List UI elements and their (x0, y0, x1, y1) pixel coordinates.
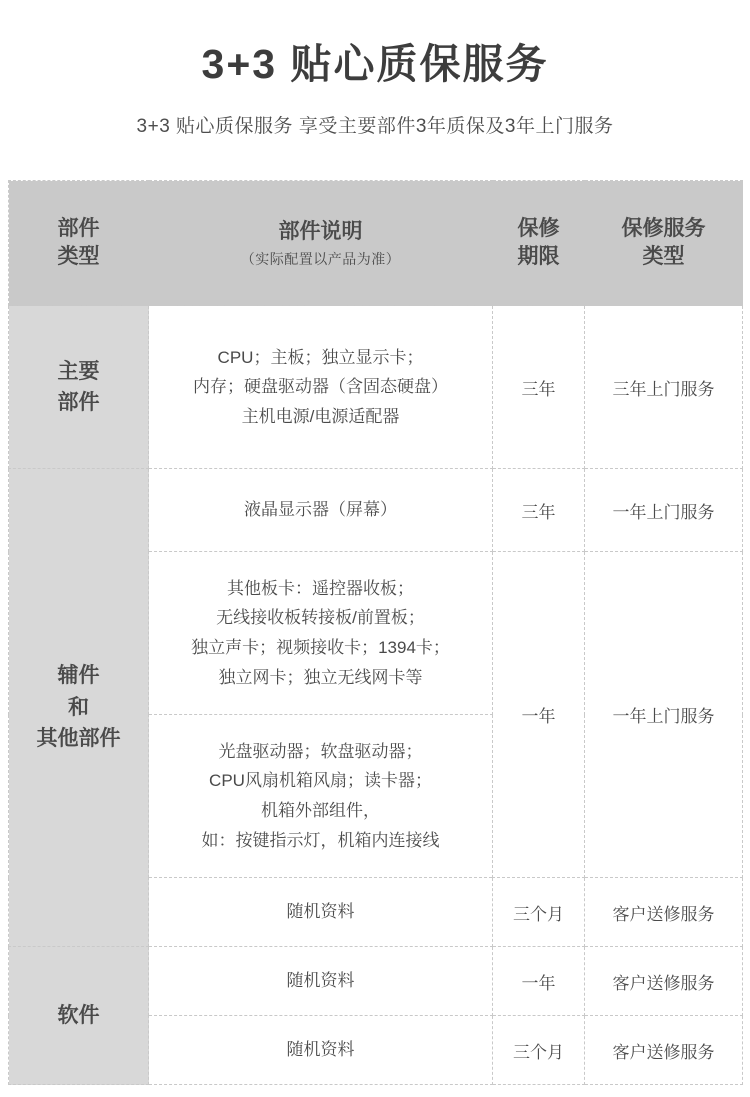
desc-line: 内存；硬盘驱动器（含固态硬盘） (193, 377, 448, 397)
term-cell: 三个月 (493, 1016, 585, 1085)
column-header-warranty-term (493, 181, 585, 306)
term-cell: 一年 (493, 947, 585, 1016)
service-cell: 三年上门服务 (585, 306, 743, 469)
desc-line: 无线接收板转接板/前置板； (216, 608, 425, 628)
description-cell (149, 552, 493, 715)
desc-line: 机箱外部组件， (261, 801, 380, 821)
warranty-table (8, 180, 743, 1085)
desc-line: 随机资料 (286, 1040, 355, 1060)
description-cell (149, 947, 493, 1016)
column-header-service-type-line1: 保修服务 (621, 216, 706, 240)
column-header-warranty-term-line2: 期限 (517, 245, 560, 269)
column-header-part-type (9, 181, 149, 306)
category-cell-accessories (9, 469, 149, 947)
column-header-service-type (585, 181, 743, 306)
desc-line: 独立网卡；独立无线网卡等 (218, 667, 423, 687)
category-accessories-line2: 和 (68, 695, 89, 719)
column-header-part-desc-note: （实际配置以产品为准） (240, 250, 401, 267)
category-main-parts-line2: 部件 (57, 391, 100, 415)
category-accessories-line3: 其他部件 (36, 727, 121, 751)
term-cell: 三年 (493, 306, 585, 469)
desc-line: 液晶显示器（屏幕） (244, 500, 397, 520)
table-row (9, 947, 743, 1016)
table-header (9, 181, 743, 306)
desc-line: 其他板卡：遥控器收板； (227, 578, 414, 598)
desc-line: CPU；主板；独立显示卡； (217, 347, 424, 367)
desc-line: CPU风扇机箱风扇；读卡器； (209, 771, 432, 791)
service-cell: 一年上门服务 (585, 552, 743, 878)
table-row (9, 306, 743, 469)
term-cell: 三年 (493, 469, 585, 552)
description-cell (149, 1016, 493, 1085)
table-header-row (9, 181, 743, 306)
page-title: 3+3 贴心质保服务 (201, 41, 549, 87)
desc-line: 如：按键指示灯，机箱内连接线 (201, 830, 440, 850)
desc-line: 主机电源/电源适配器 (241, 407, 400, 427)
service-cell: 客户送修服务 (585, 1016, 743, 1085)
desc-line: 光盘驱动器；软盘驱动器； (218, 741, 423, 761)
desc-line: 独立声卡；视频接收卡；1394卡； (191, 638, 450, 658)
column-header-part-type-line2: 类型 (57, 245, 100, 269)
description-cell (149, 469, 493, 552)
service-cell: 一年上门服务 (585, 469, 743, 552)
desc-line: 随机资料 (286, 971, 355, 991)
table-row (9, 469, 743, 552)
column-header-part-type-line1: 部件 (57, 216, 100, 240)
desc-line: 随机资料 (286, 902, 355, 922)
term-cell: 三个月 (493, 878, 585, 947)
page-header (0, 0, 750, 138)
column-header-part-desc (149, 181, 493, 306)
service-cell: 客户送修服务 (585, 878, 743, 947)
category-software-line1: 软件 (57, 1003, 100, 1027)
description-cell (149, 306, 493, 469)
warranty-table-wrap (8, 180, 742, 1085)
column-header-warranty-term-line1: 保修 (517, 216, 560, 240)
page-subtitle: 3+3 贴心质保服务 享受主要部件3年质保及3年上门服务 (136, 116, 614, 138)
column-header-part-desc-line1: 部件说明 (278, 219, 363, 243)
service-cell: 客户送修服务 (585, 947, 743, 1016)
category-main-parts-line1: 主要 (57, 359, 100, 383)
column-header-service-type-line2: 类型 (642, 245, 685, 269)
description-cell (149, 715, 493, 878)
category-cell-software (9, 947, 149, 1085)
description-cell (149, 878, 493, 947)
category-accessories-line1: 辅件 (57, 664, 100, 688)
term-cell: 一年 (493, 552, 585, 878)
category-cell-main-parts (9, 306, 149, 469)
table-body (9, 306, 743, 1085)
